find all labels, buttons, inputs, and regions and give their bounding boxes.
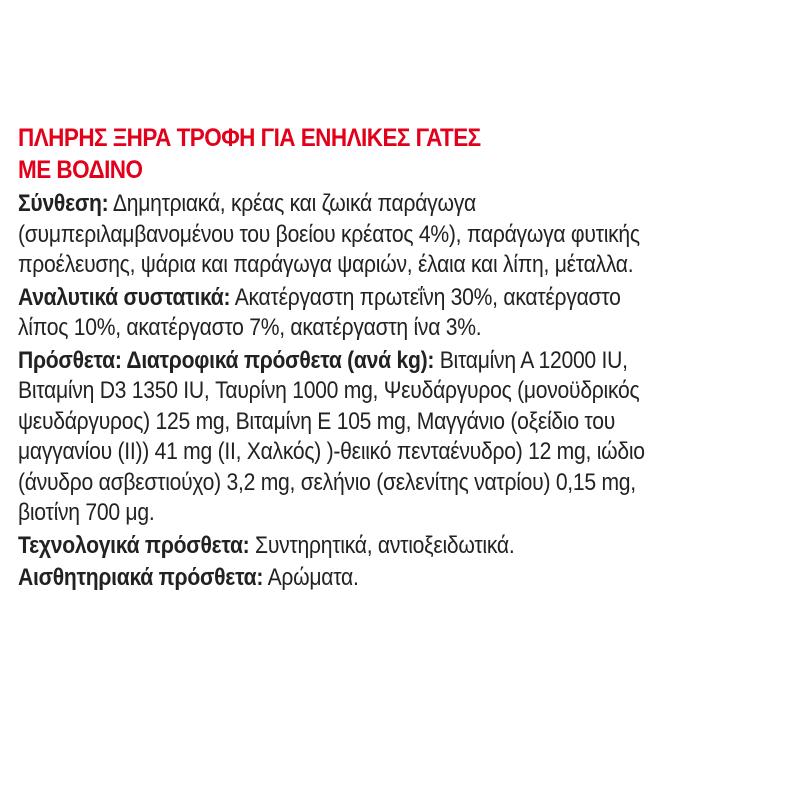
analytical-label: Αναλυτικά συστατικά: [18,283,231,311]
sensory-additives-section [18,563,785,594]
technological-label: Τεχνολογικά πρόσθετα: [18,531,250,559]
additives-line-5: (άνυδρο ασβεστιούχο) 3,2 mg, σελήνιο (σελενίτης νατρίου) 0,15 mg, [18,468,636,496]
product-title-line-1: ΠΛΗΡΗΣ ΞΗΡΑ ΤΡΟΦΗ ΓΙΑ ΕΝΗΛΙΚΕΣ ΓΑΤΕΣ [18,124,481,152]
composition-line-2: (συμπεριλαμβανομένου του βοείου κρέατος 4%), παράγωγα φυτικής [18,220,640,248]
technological-text: Συντηρητικά, αντιοξειδωτικά. [249,531,515,559]
product-title [18,122,711,186]
sensory-text: Αρώματα. [263,564,359,591]
composition-label: Σύνθεση: [18,190,109,217]
composition-text-1: Δημητριακά, κρέας και ζωικά παράγωγα [108,190,476,217]
additives-section [18,346,785,529]
analytical-line-1 [18,283,785,314]
additives-label: Πρόσθετα: Διατροφικά πρόσθετα (ανά kg): [18,346,435,374]
ingredients-label [18,122,788,596]
analytical-line-2: λίπος 10%, ακατέργαστο 7%, ακατέργαστη ίνα 3%. [18,314,482,341]
sensory-label: Αισθητηριακά πρόσθετα: [18,564,264,591]
additives-line-3: ψευδάργυρος) 125 mg, Βιταμίνη E 105 mg, Μαγγάνιο (οξείδιο του [18,407,615,435]
composition-line-1 [18,189,785,220]
additives-line-4: μαγγανίου (II)) 41 mg (II, Χαλκός) )-θειικό πενταένυδρο) 12 mg, ιώδιο [18,438,645,465]
technological-additives-section [18,531,785,562]
product-title-line-2: ΜΕ ΒΟΔΙΝΟ [18,156,143,184]
analytical-text-1: Ακατέργαστη πρωτεΐνη 30%, ακατέργαστο [230,283,621,311]
composition-line-3: προέλευσης, ψάρια και παράγωγα ψαριών, έλαια και λίπη, μέταλλα. [18,251,634,278]
additives-line-2: Βιταμίνη D3 1350 IU, Ταυρίνη 1000 mg, Ψευδάργυρος (μονοϋδρικός [18,377,640,404]
composition-section [18,189,785,281]
sensory-line [18,563,785,594]
analytical-constituents-section [18,283,785,344]
additives-line-6: βιοτίνη 700 μg. [18,499,155,526]
additives-text-1: Βιταμίνη Α 12000 IU, [434,346,628,374]
additives-line-1 [18,346,785,377]
technological-line [18,531,785,562]
